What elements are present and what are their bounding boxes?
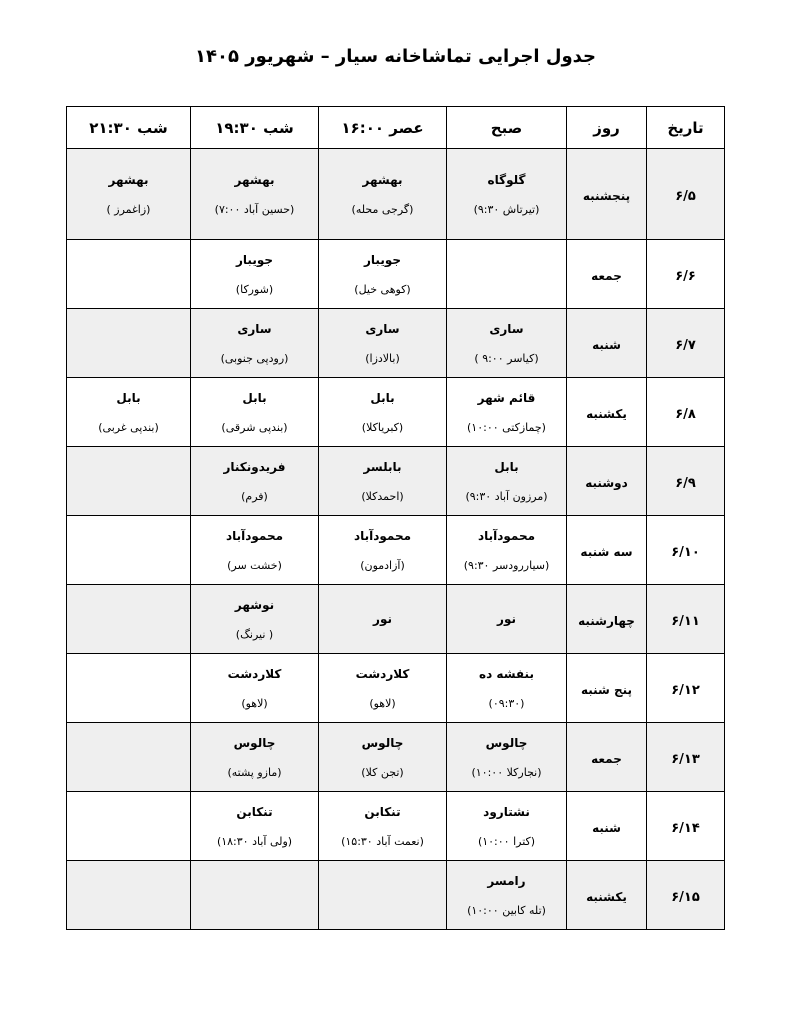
place-name: چالوس bbox=[233, 735, 276, 750]
cell-evening bbox=[191, 516, 319, 585]
venue-detail: (زاغمرز ) bbox=[106, 202, 151, 216]
place-name: چالوس bbox=[485, 735, 528, 750]
date-text: ۶/۶ bbox=[675, 268, 696, 284]
header-evening: شب ۱۹:۳۰ bbox=[191, 107, 319, 149]
cell-night bbox=[67, 309, 191, 378]
venue-detail: (احمدکلا) bbox=[361, 489, 404, 503]
cell-morning bbox=[447, 792, 567, 861]
cell-afternoon bbox=[319, 309, 447, 378]
cell-morning bbox=[447, 149, 567, 240]
venue-detail: (کیاسر ۹:۰۰ ) bbox=[474, 351, 539, 365]
header-day: روز bbox=[567, 107, 647, 149]
place-name: نور bbox=[373, 612, 392, 626]
header-afternoon: عصر ۱۶:۰۰ bbox=[319, 107, 447, 149]
venue-detail: (نعمت آباد ۱۵:۳۰) bbox=[341, 834, 424, 848]
cell-date bbox=[647, 149, 725, 240]
cell-day bbox=[567, 149, 647, 240]
date-text: ۶/۸ bbox=[675, 406, 696, 422]
place-name: بابلسر bbox=[363, 459, 402, 474]
place-name: بابل bbox=[370, 390, 395, 405]
header-morning: صبح bbox=[447, 107, 567, 149]
cell-date bbox=[647, 654, 725, 723]
cell-day bbox=[567, 309, 647, 378]
place-name: بهشهر bbox=[234, 172, 275, 187]
table-row bbox=[67, 861, 725, 930]
cell-night bbox=[67, 240, 191, 309]
cell-evening bbox=[191, 309, 319, 378]
table-row bbox=[67, 654, 725, 723]
venue-detail: (بالادزا) bbox=[365, 351, 400, 365]
venue-detail: (بندپی غربی) bbox=[98, 420, 159, 434]
day-text: یکشنبه bbox=[586, 889, 627, 904]
place-name: کلاردشت bbox=[355, 666, 410, 681]
cell-date bbox=[647, 861, 725, 930]
cell-afternoon bbox=[319, 378, 447, 447]
table-row bbox=[67, 723, 725, 792]
cell-morning bbox=[447, 861, 567, 930]
cell-date bbox=[647, 585, 725, 654]
cell-evening bbox=[191, 378, 319, 447]
cell-afternoon bbox=[319, 149, 447, 240]
venue-detail: (کبریاکلا) bbox=[361, 420, 404, 434]
venue-detail: (ولی آباد ۱۸:۳۰) bbox=[216, 834, 293, 848]
cell-morning bbox=[447, 309, 567, 378]
place-name: محمودآباد bbox=[225, 528, 284, 543]
place-name: بهشهر bbox=[108, 172, 149, 187]
cell-afternoon bbox=[319, 792, 447, 861]
venue-detail: (رودپی جنوبی) bbox=[220, 351, 289, 365]
day-text: شنبه bbox=[592, 337, 621, 352]
venue-detail: (تیرتاش ۹:۳۰) bbox=[473, 202, 540, 216]
cell-evening bbox=[191, 654, 319, 723]
place-name: محمودآباد bbox=[353, 528, 412, 543]
cell-date bbox=[647, 447, 725, 516]
cell-afternoon bbox=[319, 654, 447, 723]
schedule-table bbox=[66, 106, 725, 930]
cell-evening bbox=[191, 792, 319, 861]
cell-night bbox=[67, 723, 191, 792]
cell-afternoon bbox=[319, 240, 447, 309]
cell-morning bbox=[447, 654, 567, 723]
table-row bbox=[67, 792, 725, 861]
place-name: تنکابن bbox=[236, 804, 273, 819]
date-text: ۶/۱۵ bbox=[671, 889, 700, 905]
venue-detail: (کوهی خیل) bbox=[354, 282, 411, 296]
cell-night bbox=[67, 378, 191, 447]
cell-day bbox=[567, 378, 647, 447]
cell-night bbox=[67, 861, 191, 930]
cell-day bbox=[567, 654, 647, 723]
venue-detail: (مرزون آباد ۹:۳۰) bbox=[465, 489, 548, 503]
day-text: پنجشنبه bbox=[582, 188, 631, 203]
cell-day bbox=[567, 516, 647, 585]
cell-morning bbox=[447, 447, 567, 516]
day-text: یکشنبه bbox=[586, 406, 627, 421]
cell-date bbox=[647, 240, 725, 309]
cell-morning bbox=[447, 723, 567, 792]
place-name: ساری bbox=[365, 321, 400, 336]
cell-day bbox=[567, 240, 647, 309]
cell-date bbox=[647, 723, 725, 792]
cell-day bbox=[567, 723, 647, 792]
cell-day bbox=[567, 861, 647, 930]
venue-detail: (چمازکتی ۱۰:۰۰) bbox=[467, 420, 546, 434]
venue-detail: (لاهو) bbox=[241, 696, 268, 710]
cell-night bbox=[67, 585, 191, 654]
cell-afternoon bbox=[319, 447, 447, 516]
cell-evening bbox=[191, 447, 319, 516]
place-name: جویبار bbox=[364, 252, 401, 267]
cell-night bbox=[67, 792, 191, 861]
venue-detail: (سیاررودسر ۹:۳۰) bbox=[463, 558, 550, 572]
venue-detail: (خشت سر) bbox=[227, 558, 282, 572]
date-text: ۶/۱۰ bbox=[671, 544, 700, 560]
day-text: پنج شنبه bbox=[580, 682, 633, 697]
cell-evening bbox=[191, 723, 319, 792]
table-row bbox=[67, 309, 725, 378]
place-name: ساری bbox=[237, 321, 272, 336]
day-text: شنبه bbox=[592, 820, 621, 835]
venue-detail: (حسین آباد ۷:۰۰) bbox=[214, 202, 295, 216]
table-row bbox=[67, 240, 725, 309]
day-text: چهارشنبه bbox=[578, 613, 635, 628]
cell-evening bbox=[191, 149, 319, 240]
place-name: تنکابن bbox=[364, 804, 401, 819]
cell-day bbox=[567, 585, 647, 654]
venue-detail: (گرجی محله) bbox=[351, 202, 414, 216]
table-row bbox=[67, 585, 725, 654]
cell-night bbox=[67, 447, 191, 516]
cell-afternoon bbox=[319, 516, 447, 585]
cell-evening bbox=[191, 861, 319, 930]
venue-detail: (آزادمون) bbox=[360, 558, 405, 572]
day-text: سه شنبه bbox=[580, 544, 633, 559]
cell-date bbox=[647, 516, 725, 585]
table-row bbox=[67, 447, 725, 516]
day-text: جمعه bbox=[591, 751, 622, 766]
venue-detail: (فرم) bbox=[241, 489, 268, 503]
table-row bbox=[67, 149, 725, 240]
day-text: جمعه bbox=[591, 268, 622, 283]
cell-day bbox=[567, 447, 647, 516]
cell-morning bbox=[447, 516, 567, 585]
place-name: جویبار bbox=[236, 252, 273, 267]
header-night: شب ۲۱:۳۰ bbox=[67, 107, 191, 149]
place-name: بهشهر bbox=[362, 172, 403, 187]
place-name: گلوگاه bbox=[487, 172, 526, 187]
place-name: فریدونکنار bbox=[223, 459, 286, 474]
cell-morning bbox=[447, 585, 567, 654]
table-row bbox=[67, 378, 725, 447]
date-text: ۶/۱۲ bbox=[671, 682, 700, 698]
day-text: دوشنبه bbox=[585, 475, 628, 490]
venue-detail: (تجن کلا) bbox=[361, 765, 404, 779]
place-name: بنفشه ده bbox=[479, 666, 534, 681]
venue-detail: (کترا ۱۰:۰۰) bbox=[477, 834, 536, 848]
place-name: نشتارود bbox=[483, 804, 530, 819]
cell-night bbox=[67, 654, 191, 723]
cell-day bbox=[567, 792, 647, 861]
cell-afternoon bbox=[319, 585, 447, 654]
date-text: ۶/۷ bbox=[675, 337, 696, 353]
header-row bbox=[67, 107, 725, 149]
venue-detail: (بندپی شرقی) bbox=[221, 420, 288, 434]
place-name: محمودآباد bbox=[477, 528, 536, 543]
date-text: ۶/۱۴ bbox=[671, 820, 700, 836]
cell-date bbox=[647, 792, 725, 861]
cell-morning bbox=[447, 240, 567, 309]
cell-morning bbox=[447, 378, 567, 447]
cell-date bbox=[647, 309, 725, 378]
venue-detail: (۰۹:۳۰) bbox=[488, 696, 525, 710]
cell-night bbox=[67, 149, 191, 240]
place-name: قائم شهر bbox=[477, 390, 536, 405]
cell-night bbox=[67, 516, 191, 585]
place-name: نوشهر bbox=[234, 597, 275, 612]
place-name: ساری bbox=[489, 321, 524, 336]
place-name: چالوس bbox=[361, 735, 404, 750]
cell-evening bbox=[191, 240, 319, 309]
cell-afternoon bbox=[319, 861, 447, 930]
place-name: بابل bbox=[494, 459, 519, 474]
venue-detail: (لاهو) bbox=[369, 696, 396, 710]
venue-detail: (تله کابین ۱۰:۰۰) bbox=[467, 903, 546, 917]
venue-detail: (شورکا) bbox=[235, 282, 274, 296]
date-text: ۶/۹ bbox=[675, 475, 696, 491]
page-title: جدول اجرایی تماشاخانه سیار – شهریور ۱۴۰۵ bbox=[194, 46, 597, 67]
venue-detail: (مازو پشته) bbox=[227, 765, 282, 779]
place-name: بابل bbox=[116, 390, 141, 405]
place-name: نور bbox=[497, 612, 516, 626]
date-text: ۶/۵ bbox=[675, 188, 696, 204]
date-text: ۶/۱۱ bbox=[671, 613, 700, 629]
place-name: کلاردشت bbox=[227, 666, 282, 681]
cell-afternoon bbox=[319, 723, 447, 792]
place-name: بابل bbox=[242, 390, 267, 405]
date-text: ۶/۱۳ bbox=[671, 751, 700, 767]
header-date: تاریخ bbox=[647, 107, 725, 149]
cell-date bbox=[647, 378, 725, 447]
table-row bbox=[67, 516, 725, 585]
place-name: رامسر bbox=[487, 873, 526, 888]
venue-detail: ( نیرنگ) bbox=[235, 627, 274, 641]
cell-evening bbox=[191, 585, 319, 654]
venue-detail: (نجارکلا ۱۰:۰۰) bbox=[471, 765, 542, 779]
